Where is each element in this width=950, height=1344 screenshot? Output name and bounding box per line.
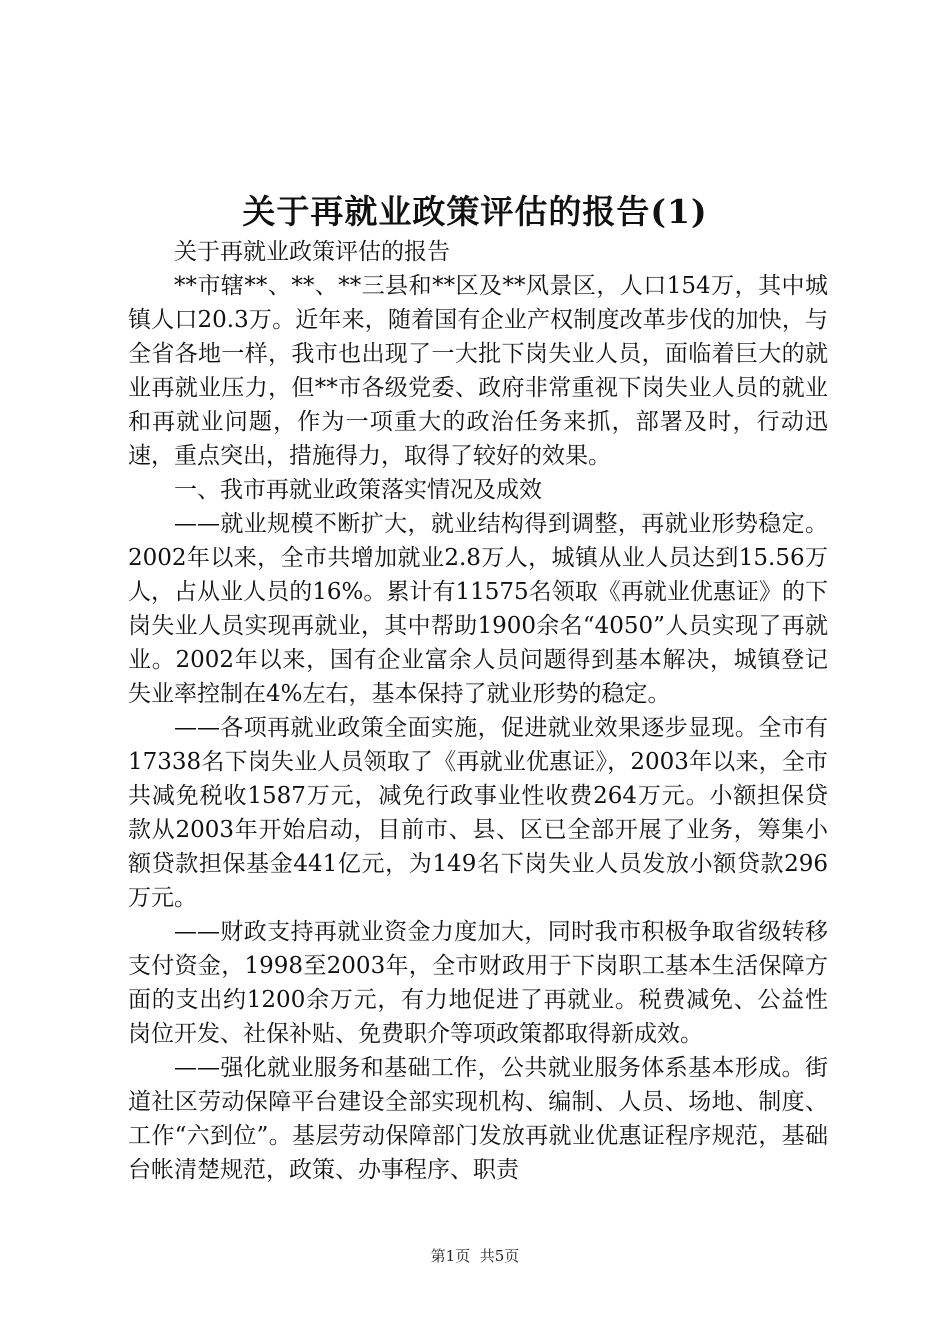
document-body <box>128 235 828 1187</box>
paragraph-employment-scale: ——就业规模不断扩大，就业结构得到调整，再就业形势稳定。2002年以来，全市共增加就业2.8万人，城镇从业人员达到15.56万人，占从业人员的16%。累计有11575名领取《再就业优惠证》的下岗失业人员实现再就业，其中帮助1900余名“4050”人员实现了再就业。2002年以来，国有企业富余人员问题得到基本解决，城镇登记失业率控制在4%左右，基本保持了就业形势的稳定。 <box>128 511 828 707</box>
intro-paragraph: **市辖**、**、**三县和**区及**风景区，人口154万，其中城镇人口20.3万。近年来，随着国有企业产权制度改革步伐的加快，与全省各地一样，我市也出现了一大批下岗失业人员，面临着巨大的就业再就业压力，但**市各级党委、政府非常重视下岗失业人员的就业和再就业问题，作为一项重大的政治任务来抓，部署及时，行动迅速，重点突出，措施得力，取得了较好的效果。 <box>128 273 828 469</box>
page-number: 第1页 <box>430 1247 471 1265</box>
page-footer <box>0 1245 950 1266</box>
page-total: 共5页 <box>479 1247 520 1265</box>
section-heading: 一、我市再就业政策落实情况及成效 <box>174 477 542 503</box>
paragraph-employment-service: ——强化就业服务和基础工作，公共就业服务体系基本形成。街道社区劳动保障平台建设全部实现机构、编制、人员、场地、制度、工作“六到位”。基层劳动保障部门发放再就业优惠证程序规范，基础台帐清楚规范，政策、办事程序、职责 <box>128 1055 828 1183</box>
document-title: 关于再就业政策评估的报告(1) <box>242 192 708 231</box>
subtitle-paragraph: 关于再就业政策评估的报告 <box>174 239 450 265</box>
paragraph-policy-implementation: ——各项再就业政策全面实施，促进就业效果逐步显现。全市有17338名下岗失业人员领取了《再就业优惠证》，2003年以来，全市共减免税收1587万元，减免行政事业性收费264万元。小额担保贷款从2003年开始启动，目前市、县、区已全部开展了业务，筹集小额贷款担保基金441亿元，为149名下岗失业人员发放小额贷款296万元。 <box>128 715 828 911</box>
paragraph-fiscal-support: ——财政支持再就业资金力度加大，同时我市积极争取省级转移支付资金，1998至2003年，全市财政用于下岗职工基本生活保障方面的支出约1200余万元，有力地促进了再就业。税费减免、公益性岗位开发、社保补贴、免费职介等项政策都取得新成效。 <box>128 919 828 1047</box>
